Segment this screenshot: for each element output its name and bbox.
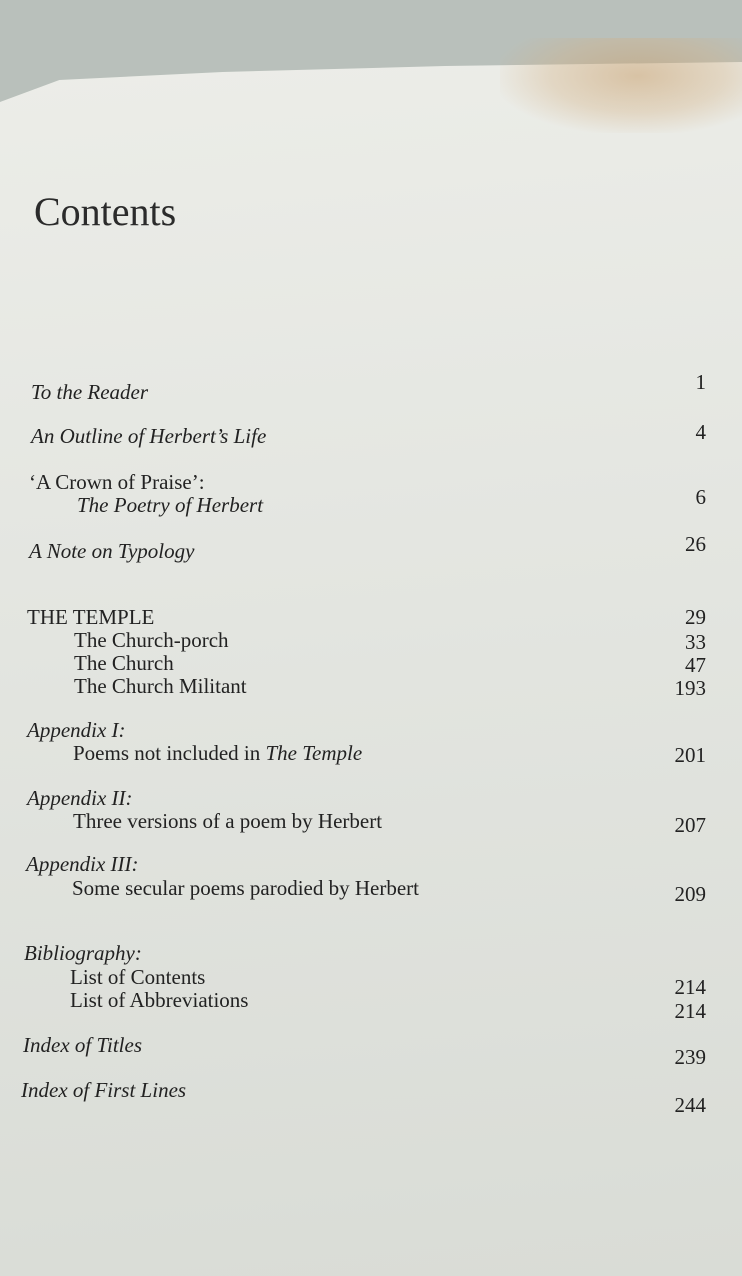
appendix-1-italic-title: The Temple <box>265 741 363 765</box>
toc-page-typology: 26 <box>685 532 706 556</box>
toc-page-list-of-abbreviations: 214 <box>674 999 706 1023</box>
toc-page-appendix-1: 201 <box>674 743 706 767</box>
toc-entry-crown-of-praise: ‘A Crown of Praise’: <box>29 470 205 494</box>
toc-subentry-list-of-abbreviations: List of Abbreviations <box>70 988 249 1012</box>
toc-page-church-porch: 33 <box>685 630 706 654</box>
toc-entry-appendix-2: Appendix II: <box>27 786 133 810</box>
toc-subentry-appendix-3: Some secular poems parodied by Herbert <box>72 876 419 900</box>
toc-page-to-the-reader: 1 <box>695 370 706 394</box>
toc-page-appendix-3: 209 <box>674 882 706 906</box>
page-title: Contents <box>34 189 177 234</box>
toc-subentry-poetry-of-herbert: The Poetry of Herbert <box>77 493 264 517</box>
toc-entry-index-of-first-lines: Index of First Lines <box>21 1078 187 1102</box>
toc-subentry-church-porch: The Church-porch <box>74 628 229 652</box>
toc-subentry-appendix-2: Three versions of a poem by Herbert <box>73 809 383 833</box>
toc-page-the-temple: 29 <box>685 605 706 629</box>
water-stain <box>500 38 742 133</box>
toc-subentry-the-church: The Church <box>74 651 174 675</box>
toc-page-outline: 4 <box>695 420 706 444</box>
toc-page-church-militant: 193 <box>674 676 706 700</box>
toc-subentry-church-militant: The Church Militant <box>74 674 247 698</box>
toc-page-appendix-2: 207 <box>674 813 706 837</box>
toc-page-crown-of-praise: 6 <box>695 485 706 509</box>
toc-subentry-list-of-contents: List of Contents <box>70 965 206 989</box>
toc-page-index-of-first-lines: 244 <box>674 1093 706 1117</box>
toc-entry-to-the-reader: To the Reader <box>31 380 149 404</box>
toc-page-the-church: 47 <box>685 653 706 677</box>
toc-entry-outline: An Outline of Herbert’s Life <box>31 424 267 448</box>
toc-entry-appendix-3: Appendix III: <box>26 852 139 876</box>
toc-subentry-appendix-1 <box>73 741 362 766</box>
toc-entry-appendix-1: Appendix I: <box>27 718 126 742</box>
toc-page-index-of-titles: 239 <box>674 1045 706 1069</box>
appendix-1-text: Poems not included in <box>73 741 266 765</box>
toc-entry-index-of-titles: Index of Titles <box>23 1033 142 1057</box>
toc-entry-typology: A Note on Typology <box>29 539 195 563</box>
toc-entry-the-temple: THE TEMPLE <box>27 605 155 629</box>
toc-page-list-of-contents: 214 <box>674 975 706 999</box>
toc-entry-bibliography: Bibliography: <box>24 941 142 965</box>
